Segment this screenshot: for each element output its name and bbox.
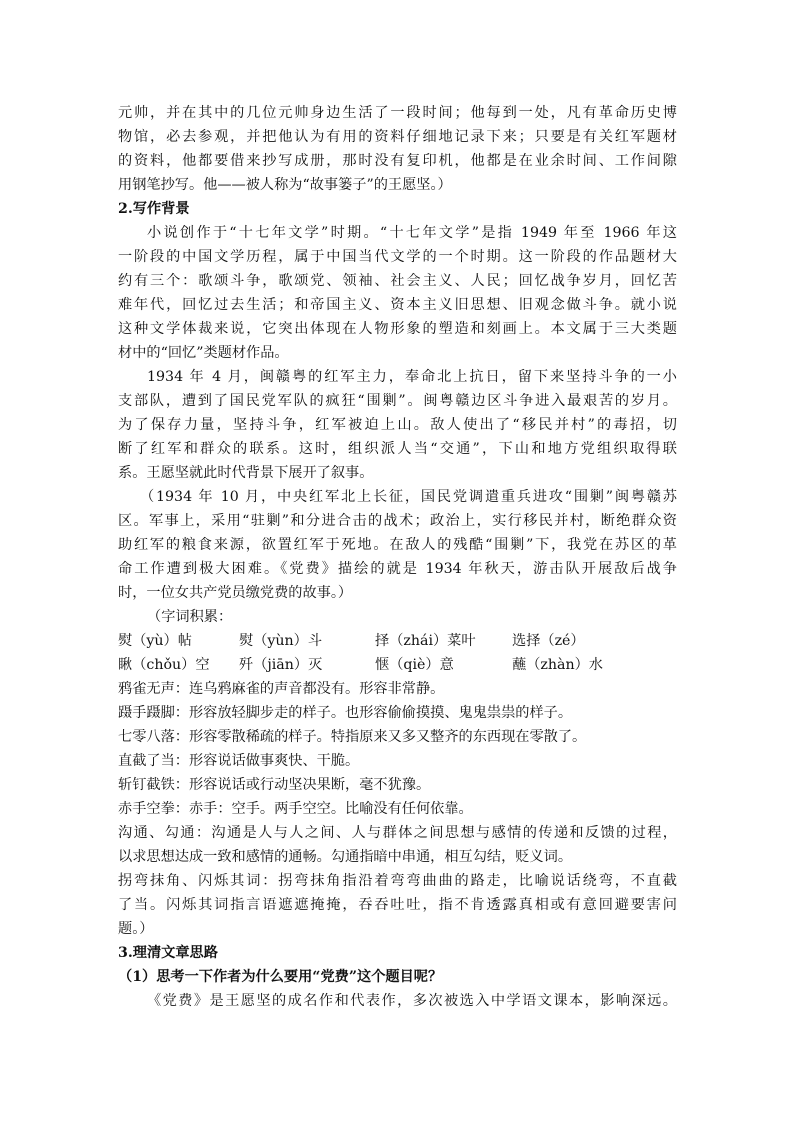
paragraph-line: 题。） [118,921,154,937]
vocab-item: 择（zhái）菜叶 [375,633,476,649]
question-heading: （1）思考一下作者为什么要用“党费”这个题目呢？ [118,969,443,985]
paragraph-line: 物馆，必去参观，并把他认为有用的资料仔细地记录下来；只要是有关红军题材 [118,129,677,145]
paragraph-line: 拐弯抹角、闪烁其词：拐弯抹角指沿着弯弯曲曲的路走，比喻说话绕弯，不直截 [118,873,677,889]
paragraph-line: 难年代，回忆过去生活；和帝国主义、资本主义旧思想、旧观念做斗争。就小说 [118,297,677,313]
idiom-entry: 赤手空拳：赤手：空手。两手空空。比喻没有任何依靠。 [118,801,473,817]
paragraph-line: 元帅，并在其中的几位元帅身边生活了一段时间；他每到一处，凡有革命历史博 [118,105,677,121]
paragraph-line: 沟通、勾通：沟通是人与人之间、人与群体之间思想与感情的传递和反馈的过程， [118,825,677,841]
paragraph-line: 时，一位女共产党员缴党费的故事。） [118,585,353,601]
paragraph-line: 约有三个：歌颂斗争，歌颂党、领袖、社会主义、人民；回忆战争岁月，回忆苦 [118,273,677,289]
paragraph-line: 支部队，遭到了国民党军队的疯狂“围剿”。闽粤赣边区斗争进入最艰苦的岁月。 [118,393,677,409]
paragraph-line: 助红军的粮食来源，欲置红军于死地。在敌人的残酷“围剿”下，我党在苏区的革 [118,537,677,553]
paragraph-line: 系。王愿坚就此时代背景下展开了叙事。 [118,465,374,481]
paragraph-line: 断了红军和群众的联系。这时，组织派人当“交通”，下山和地方党组织取得联 [118,441,677,457]
paragraph-line: 一阶段的中国文学历程，属于中国当代文学的一个时期。这一阶段的作品题材大 [118,249,677,265]
vocab-item: 熨（yù）帖 [118,633,192,649]
vocab-item: 选择（zé） [512,633,585,649]
paragraph-line: （1934 年 10 月，中央红军北上长征，国民党调遣重兵进攻“围剿”闽粤赣苏 [140,489,677,505]
paragraph-line: 的资料，他都要借来抄写成册，那时没有复印机，他都是在业余时间、工作间隙 [118,153,677,169]
vocab-item: 熨（yùn）斗 [239,633,323,649]
paragraph-line: 了当。闪烁其词指言语遮遮掩掩，吞吞吐吐，指不肯透露真相或有意回避要害问 [118,897,677,913]
idiom-entry: 直截了当：形容说话做事爽快、干脆。 [118,753,360,769]
idiom-entry: 鸦雀无声：连乌鸦麻雀的声音都没有。形容非常静。 [118,681,445,697]
vocab-item: 瞅（chǒu）空 [118,657,210,673]
paragraph-line: 以求思想达成一致和感情的通畅。勾通指暗中串通，相互勾结，贬义词。 [118,849,573,865]
paragraph-line: 为了保存力量，坚持斗争，红军被迫上山。敌人使出了“移民并村”的毒招，切 [118,417,677,433]
vocab-item: 惬（qiè）意 [375,657,454,673]
section-heading-article-structure: 3.理清文章思路 [118,945,218,961]
paragraph-line: 小说创作于“十七年文学”时期。“十七年文学”是指 1949 年至 1966 年这 [147,225,677,241]
vocab-item: 蘸（zhàn）水 [512,657,603,673]
vocab-item: 歼（jiān）灭 [239,657,323,673]
paragraph-line: 区。军事上，采用“驻剿”和分进合击的战术；政治上，实行移民并村，断绝群众资 [118,513,677,529]
idiom-entry: 斩钉截铁：形容说话或行动坚决果断，毫不犹豫。 [118,777,431,793]
paragraph-line: 命工作遭到极大困难。《党费》描绘的就是 1934 年秋天，游击队开展敌后战争 [118,561,677,577]
idiom-entry: 蹑手蹑脚：形容放轻脚步走的样子。也形容偷偷摸摸、鬼鬼祟祟的样子。 [118,705,573,721]
paragraph-line: 1934 年 4 月，闽赣粤的红军主力，奉命北上抗日，留下来坚持斗争的一小 [147,369,677,385]
section-heading-writing-background: 2.写作背景 [118,201,190,217]
paragraph-line: 材中的“回忆”类题材作品。 [118,345,289,361]
idiom-entry: 七零八落：形容零散稀疏的样子。特指原来又多又整齐的东西现在零散了。 [118,729,587,745]
paragraph-line: 《党费》是王愿坚的成名作和代表作，多次被选入中学语文课本，影响深远。 [147,993,677,1009]
paragraph-line: 用钢笔抄写。他——被人称为“故事篓子”的王愿坚。） [118,177,452,193]
vocab-title: （字词积累： [147,609,233,625]
paragraph-line: 这种文学体裁来说，它突出体现在人物形象的塑造和刻画上。本文属于三大类题 [118,321,677,337]
